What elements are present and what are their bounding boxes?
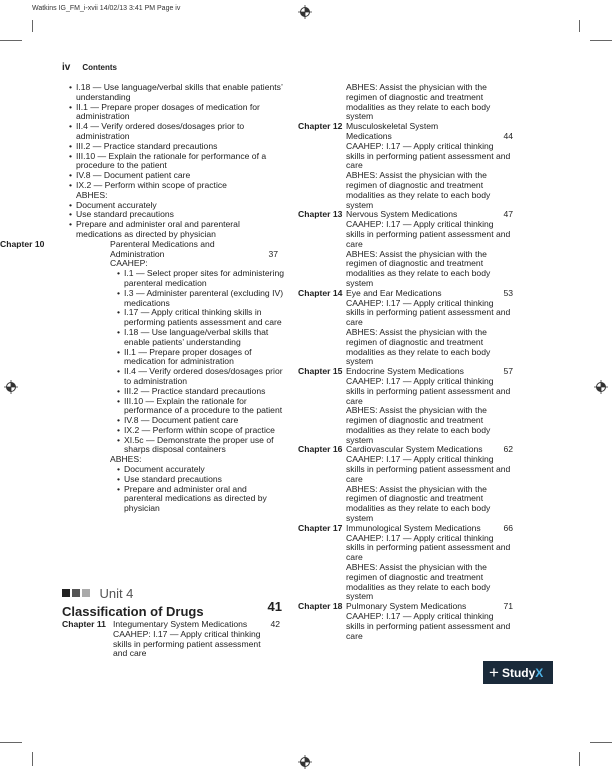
caahep-text: CAAHEP: I.17 — Apply critical thinking skills in performing patient assessment and care [346, 454, 511, 484]
caahep-label: CAAHEP: [110, 258, 148, 269]
crop-mark [32, 752, 33, 766]
list-item: • III.10 — Explain the rationale for performance of a procedure to the patient [69, 150, 267, 171]
chapter-page: 57 [503, 366, 513, 377]
chapter-label: Chapter 18 [298, 601, 343, 612]
list-item: • Use standard precautions [117, 473, 222, 484]
chapter-title: Nervous System Medications [346, 209, 458, 220]
caahep-text: CAAHEP: I.17 — Apply critical thinking skills in performing patient assessment and care [346, 219, 511, 249]
list-item: • Use standard precautions [69, 209, 174, 220]
list-item: • IV.8 — Document patient care [117, 415, 239, 426]
list-item: • II.4 — Verify ordered doses/dosages prior to administration [117, 366, 283, 386]
print-slug: Watkins IG_FM_i-xvii 14/02/13 3:41 PM Page iv [32, 5, 181, 12]
chapter-label: Chapter 14 [298, 287, 343, 298]
crop-mark [579, 20, 580, 32]
abhes-text: ABHES: Assist the physician with the regimen of diagnostic and treatment modalities as they relate to each body system [346, 326, 491, 367]
logo-text: Study [501, 665, 536, 680]
page-number: iv [62, 62, 71, 73]
list-item: • I.17 — Apply critical thinking skills in performing patients assessment and care [117, 307, 282, 328]
abhes-label: ABHES: [76, 189, 108, 200]
toc-entry-chapter-12[interactable] [298, 122, 513, 210]
chapter-label: Chapter 11 [62, 619, 106, 629]
toc-entry-chapter-10[interactable] [0, 240, 284, 260]
list-item: • I.18 — Use language/verbal skills that enable patients’ understanding [69, 82, 283, 102]
abhes-text: ABHES: Assist the physician with the regimen of diagnostic and treatment modalities as they relate to each body system [346, 82, 491, 122]
chapter-page: 44 [503, 131, 513, 142]
chapter-label: Chapter 13 [298, 209, 343, 220]
chapter-title: Cardiovascular System Medications [346, 444, 483, 455]
abhes-text: ABHES: Assist the physician with the regimen of diagnostic and treatment modalities as they relate to each body system [346, 405, 491, 445]
crop-mark [579, 752, 580, 766]
caahep-text: CAAHEP: I.17 — Apply critical thinking skills in performing patient assessment and care [346, 297, 511, 328]
abhes-text: ABHES: Assist the physician with the regimen of diagnostic and treatment modalities as they relate to each body system [346, 562, 491, 602]
chapter-page: 53 [503, 287, 513, 298]
list-item: • II.4 — Verify ordered doses/dosages prior to administration [69, 121, 245, 141]
chapter-title: Parenteral Medications and Administration [110, 238, 215, 259]
list-item: • XI.5c — Demonstrate the proper use of sharps disposal containers [117, 434, 274, 455]
chapter-title: Endocrine System Medications [346, 366, 464, 377]
list-item: • III.2 — Practice standard precautions [69, 140, 218, 151]
crop-mark [0, 40, 22, 41]
unit-square-icon [82, 589, 90, 597]
registration-mark-icon [4, 380, 18, 394]
unit-title: Classification of Drugs [62, 604, 204, 619]
chapter-title: Musculoskeletal System Medications [346, 121, 439, 141]
chapter-label: Chapter 10 [0, 238, 45, 249]
list-item: • Document accurately [69, 199, 157, 210]
list-item: • I.18 — Use language/verbal skills that enable patients’ understanding [117, 326, 269, 347]
registration-mark-icon [594, 380, 608, 394]
studyx-logo [483, 661, 553, 684]
crop-mark [590, 40, 612, 41]
registration-mark-icon [298, 755, 312, 769]
chapter-label: Chapter 16 [298, 444, 343, 455]
toc-entry-chapter-16[interactable] [298, 445, 513, 523]
abhes-text: ABHES: Assist the physician with the regimen of diagnostic and treatment modalities as they relate to each body system [346, 248, 491, 288]
chapter-page: 66 [503, 522, 513, 533]
caahep-text: CAAHEP: I.17 — Apply critical thinking skills in performing patient assessment and care [346, 532, 511, 563]
running-head [62, 62, 117, 73]
list-item: • III.10 — Explain the rationale for performance of a procedure to the patient [117, 395, 283, 416]
unit-square-icon [72, 589, 80, 597]
list-item: • Document accurately [117, 464, 205, 475]
unit-square-icon [62, 589, 70, 597]
chapter-title: Immunological System Medications [346, 522, 481, 533]
list-item: • II.1 — Prepare proper dosages of medication for administration [69, 101, 260, 122]
chapter-page: 71 [503, 601, 513, 612]
abhes-text: ABHES: Assist the physician with the regimen of diagnostic and treatment modalities as they relate to each body system [346, 170, 491, 210]
list-item: • Prepare and administer oral and parenteral medications as directed by physician [69, 219, 240, 239]
chapter-page: 62 [503, 444, 513, 455]
toc-entry-chapter-14[interactable] [298, 289, 513, 367]
toc-entry-chapter-15[interactable] [298, 367, 513, 445]
crop-mark [0, 742, 22, 743]
chapter-label: Chapter 12 [298, 121, 343, 132]
crop-mark [590, 742, 612, 743]
toc-entry-chapter-18[interactable] [298, 602, 513, 641]
crop-mark [32, 20, 33, 32]
unit-heading [62, 585, 284, 619]
caahep-text: CAAHEP: I.17 — Apply critical thinking skills in performing patient assessment and care [346, 611, 511, 641]
chapter-page: 42 [270, 619, 280, 629]
chapter-label: Chapter 17 [298, 522, 343, 533]
plus-icon: + [489, 662, 499, 682]
chapter-page: 47 [503, 209, 513, 220]
abhes-label: ABHES: [110, 454, 142, 465]
list-item: • II.1 — Prepare proper dosages of medication for administration [117, 346, 252, 367]
unit-label: Unit 4 [99, 586, 134, 601]
caahep-text: CAAHEP: I.17 — Apply critical thinking skills in performing patient assessment and care [113, 628, 261, 659]
running-title: Contents [82, 63, 118, 72]
list-item: • IV.8 — Document patient care [69, 170, 191, 181]
list-item: • I.3 — Administer parenteral (excluding IV) medications [117, 287, 284, 308]
chapter-page: 37 [268, 248, 278, 259]
caahep-text: CAAHEP: I.17 — Apply critical thinking skills in performing patient assessment and care [346, 140, 511, 171]
toc-entry-chapter-13[interactable] [298, 210, 513, 288]
chapter-label: Chapter 15 [298, 366, 343, 377]
list-item: • Prepare and administer oral and parenteral medications as directed by physician [117, 483, 267, 514]
chapter-title: Eye and Ear Medications [346, 287, 442, 298]
list-item: • I.1 — Select proper sites for administering parenteral medication [117, 268, 285, 288]
chapter-title: Integumentary System Medications [113, 619, 248, 629]
registration-mark-icon [298, 5, 312, 19]
logo-accent: X [535, 665, 544, 680]
toc-entry-chapter-11[interactable] [62, 620, 284, 659]
list-item: • III.2 — Practice standard precautions [117, 385, 266, 396]
toc-entry-chapter-17[interactable] [298, 524, 513, 602]
right-column [298, 83, 513, 641]
left-column [0, 82, 285, 514]
chapter-title: Pulmonary System Medications [346, 601, 467, 612]
continued-caahep-list [62, 83, 284, 191]
list-item: • IX.2 — Perform within scope of practice [69, 179, 227, 190]
unit-page: 41 [267, 599, 282, 614]
caahep-text: CAAHEP: I.17 — Apply critical thinking skills in performing patient assessment and care [346, 375, 511, 406]
abhes-text: ABHES: Assist the physician with the regimen of diagnostic and treatment modalities as they relate to each body system [346, 483, 491, 524]
list-item: • IX.2 — Perform within scope of practice [117, 424, 275, 435]
